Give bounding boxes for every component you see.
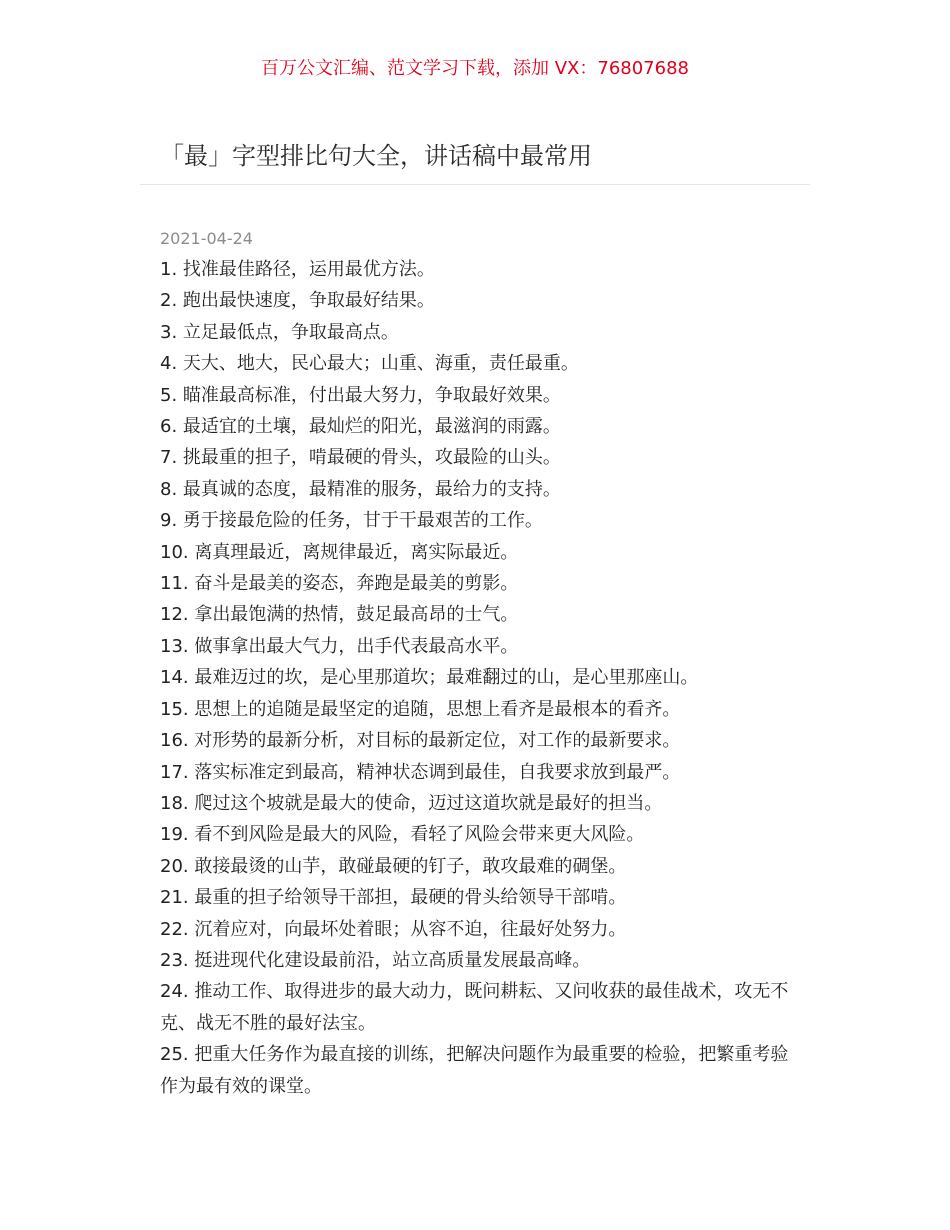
list-item: 16. 对形势的最新分析，对目标的最新定位，对工作的最新要求。 bbox=[160, 730, 681, 752]
article-title: 「最」字型排比句大全，讲话稿中最常用 bbox=[160, 142, 592, 170]
list-item: 18. 爬过这个坡就是最大的使命，迈过这道坎就是最好的担当。 bbox=[160, 792, 663, 814]
sentence-list bbox=[160, 254, 800, 1102]
list-item: 21. 最重的担子给领导干部担，最硬的骨头给领导干部啃。 bbox=[160, 887, 627, 909]
list-item: 4. 天大、地大，民心最大；山重、海重，责任最重。 bbox=[160, 353, 579, 375]
list-item: 15. 思想上的追随是最坚定的追随，思想上看齐是最根本的看齐。 bbox=[160, 698, 681, 720]
list-item: 6. 最适宜的土壤，最灿烂的阳光，最滋润的雨露。 bbox=[160, 416, 561, 438]
title-divider bbox=[140, 184, 810, 185]
list-item: 1. 找准最佳路径，运用最优方法。 bbox=[160, 259, 435, 280]
list-item: 25. 把重大任务作为最直接的训练，把解决问题作为最重要的检验，把繁重考验作为最有效的课堂。 bbox=[160, 1044, 789, 1097]
list-item: 3. 立足最低点，争取最高点。 bbox=[160, 321, 399, 343]
list-item: 20. 敢接最烫的山芋，敢碰最硬的钉子，敢攻最难的碉堡。 bbox=[160, 855, 627, 877]
list-item: 11. 奋斗是最美的姿态，奔跑是最美的剪影。 bbox=[160, 573, 519, 595]
list-item: 19. 看不到风险是最大的风险，看轻了风险会带来更大风险。 bbox=[160, 824, 645, 846]
list-item: 5. 瞄准最高标准，付出最大努力，争取最好效果。 bbox=[160, 384, 561, 406]
list-item: 23. 挺进现代化建设最前沿，站立高质量发展最高峰。 bbox=[160, 949, 591, 971]
list-item: 13. 做事拿出最大气力，出手代表最高水平。 bbox=[160, 635, 519, 657]
list-item: 14. 最难迈过的坎，是心里那道坎；最难翻过的山，是心里那座山。 bbox=[160, 667, 699, 689]
list-item: 12. 拿出最饱满的热情，鼓足最高昂的士气。 bbox=[160, 604, 519, 626]
download-banner: 百万公文汇编、范文学习下载，添加 VX：76807688 bbox=[261, 58, 689, 79]
list-item: 24. 推动工作、取得进步的最大动力，既问耕耘、又问收获的最佳战术，攻无不克、战无不胜的最好法宝。 bbox=[160, 981, 789, 1034]
publish-date: 2021-04-24 bbox=[160, 229, 253, 248]
list-item: 10. 离真理最近，离规律最近，离实际最近。 bbox=[160, 541, 519, 563]
list-item: 8. 最真诚的态度，最精准的服务，最给力的支持。 bbox=[160, 478, 561, 500]
list-item: 22. 沉着应对，向最坏处着眼；从容不迫，往最好处努力。 bbox=[160, 918, 627, 940]
list-item: 9. 勇于接最危险的任务，甘于干最艰苦的工作。 bbox=[160, 510, 543, 532]
list-item: 2. 跑出最快速度，争取最好结果。 bbox=[160, 290, 435, 312]
list-item: 17. 落实标准定到最高，精神状态调到最佳，自我要求放到最严。 bbox=[160, 761, 681, 783]
list-item: 7. 挑最重的担子，啃最硬的骨头，攻最险的山头。 bbox=[160, 447, 561, 469]
